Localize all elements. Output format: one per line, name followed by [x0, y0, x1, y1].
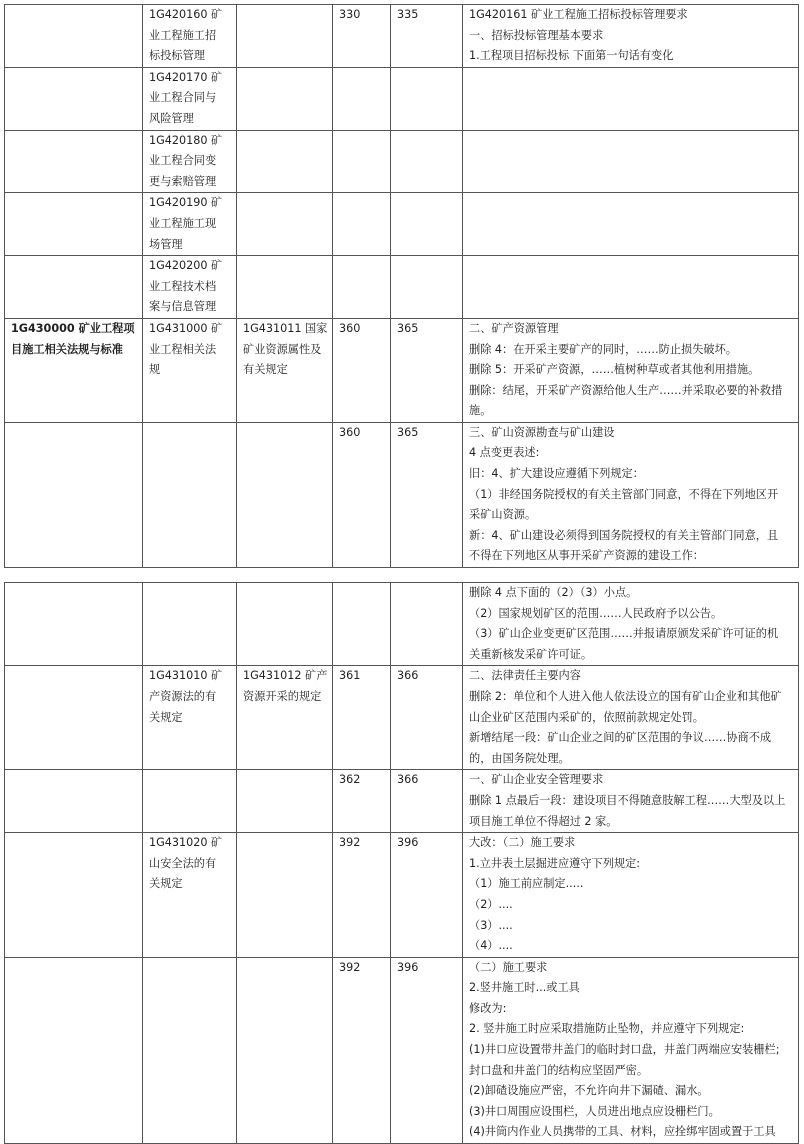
change-content-cell-line: （3）....: [469, 918, 513, 932]
section-cell-line: 山安全法的有: [149, 856, 217, 870]
section-cell-line: 业工程技术档: [149, 279, 217, 293]
chapter-cell: [5, 193, 143, 256]
new-page-cell: [391, 770, 463, 833]
subsection-cell-line: 1G431012 矿产: [243, 669, 328, 683]
section-cell-line: 关规定: [149, 877, 183, 891]
change-content-cell-line: 1G420161 矿业工程施工招标投标管理要求: [469, 8, 688, 21]
new-page-cell: [391, 583, 463, 666]
subsection-cell-line: 资源开采的规定: [243, 689, 322, 703]
change-content-cell-line: 1.工程项目招标投标 下面第一句话有变化: [469, 49, 674, 63]
section-cell: [143, 67, 237, 130]
chapter-cell: [5, 5, 143, 68]
new-page-cell: [391, 130, 463, 193]
change-content-cell-line: 2.竖井施工时...或工具: [469, 981, 580, 995]
old-page-cell-text: 360: [339, 321, 361, 335]
old-page-cell: [333, 957, 391, 1143]
change-content-cell-line: 2. 竖井施工时应采取措施防止坠物，并应遵守下列规定:: [469, 1022, 745, 1036]
section-cell-line: 1G431020 矿: [149, 836, 223, 850]
subsection-cell: [237, 770, 333, 833]
change-content-cell-line: 4 点变更表述:: [469, 446, 540, 460]
section-cell: [143, 666, 237, 770]
change-content-cell-line: 删除 4 点下面的（2）（3）小点。: [469, 586, 638, 599]
table-row: [5, 130, 799, 193]
old-page-cell: [333, 318, 391, 422]
change-content-cell: [463, 67, 799, 130]
change-content-cell-line: 删除：结尾，开采矿产资源给他人生产……并采取必要的补救措: [469, 383, 783, 397]
old-page-cell-text: 392: [339, 960, 361, 974]
change-content-cell-line: (3)井口周围应设围栏，人员进出地点应设栅栏门。: [469, 1104, 720, 1118]
chapter-cell: [5, 318, 143, 422]
new-page-cell-text: 366: [397, 773, 419, 787]
section-cell-line: 标投标管理: [149, 49, 205, 63]
new-page-cell: [391, 422, 463, 567]
change-content-cell: [463, 318, 799, 422]
section-cell-line: 业工程施工现: [149, 216, 217, 230]
change-content-cell: [463, 130, 799, 193]
new-page-cell: [391, 957, 463, 1143]
change-content-cell-line: 删除 2：单位和个人进入他人依法设立的国有矿山企业和其他矿: [469, 689, 782, 703]
subsection-cell: [237, 318, 333, 422]
section-cell: [143, 770, 237, 833]
old-page-cell-text: 361: [339, 669, 361, 683]
change-content-cell-line: 山企业矿区范围内采矿的，依照前款规定处罚。: [469, 710, 704, 724]
new-page-cell-text: 365: [397, 321, 419, 335]
old-page-cell-text: 392: [339, 836, 361, 850]
change-content-cell-line: （4）....: [469, 939, 513, 953]
subsection-cell: [237, 193, 333, 256]
section-cell-line: 业工程相关法: [149, 342, 217, 356]
subsection-cell: [237, 256, 333, 319]
change-content-cell-line: 1.立井表土层掘进应遵守下列规定:: [469, 856, 641, 870]
section-cell-line: 1G420180 矿: [149, 133, 223, 147]
change-content-cell-line: 删除 5：开采矿产资源，……植树种草或者其他利用措施。: [469, 363, 760, 377]
chapter-cell: [5, 422, 143, 567]
new-page-cell: [391, 318, 463, 422]
table-row: [5, 422, 799, 567]
new-page-cell: [391, 67, 463, 130]
change-content-cell-line: 一、矿山企业安全管理要求: [469, 773, 604, 787]
chapter-cell: [5, 67, 143, 130]
change-content-cell-line: 不得在下列地区从事开采矿产资源的建设工作：: [469, 549, 704, 563]
old-page-cell: [333, 67, 391, 130]
change-content-cell-line: （二）施工要求: [469, 960, 548, 974]
change-content-cell: [463, 193, 799, 256]
new-page-cell-text: 366: [397, 669, 419, 683]
chapter-cell-line: 目施工相关法规与标准: [11, 342, 123, 356]
section-cell-line: 1G431010 矿: [149, 669, 223, 683]
change-content-cell-line: 旧：4、扩大建设应遵循下列规定：: [469, 467, 644, 481]
chapter-cell: [5, 770, 143, 833]
table-row: [5, 318, 799, 422]
old-page-cell: [333, 422, 391, 567]
old-page-cell: [333, 256, 391, 319]
change-content-cell-line: (1)井口应设置带井盖门的临时封口盘，井盖门两端应安装栅栏;: [469, 1043, 780, 1057]
table-row: [5, 833, 799, 958]
section-cell-line: 1G420200 矿: [149, 259, 223, 273]
old-page-cell: [333, 770, 391, 833]
subsection-cell: [237, 67, 333, 130]
new-page-cell-text: 396: [397, 960, 419, 974]
section-cell-line: 风险管理: [149, 111, 194, 125]
chapter-cell-line: 1G430000 矿业工程项: [11, 321, 135, 335]
change-content-cell-line: 新：4、矿山建设必须得到国务院授权的有关主管部门同意，且: [469, 528, 779, 542]
old-page-cell: [333, 833, 391, 958]
section-cell: [143, 130, 237, 193]
regulation-table-bottom: [4, 582, 799, 1144]
chapter-cell: [5, 256, 143, 319]
change-content-cell-line: （1）施工前应制定.....: [469, 877, 584, 891]
change-content-cell-line: （1）非经国务院授权的有关主管部门同意，不得在下列地区开: [469, 487, 779, 501]
change-content-cell-line: 关重新核发采矿许可证。: [469, 647, 593, 661]
change-content-cell: [463, 256, 799, 319]
old-page-cell-text: 362: [339, 773, 361, 787]
subsection-cell: [237, 5, 333, 68]
section-cell-line: 1G420170 矿: [149, 70, 223, 84]
section-cell: [143, 583, 237, 666]
subsection-cell-line: 有关规定: [243, 363, 288, 377]
new-page-cell-text: 335: [397, 8, 419, 21]
new-page-cell: [391, 5, 463, 68]
change-content-cell-line: （2）....: [469, 897, 513, 911]
section-cell: [143, 256, 237, 319]
old-page-cell: [333, 5, 391, 68]
old-page-cell-text: 360: [339, 425, 361, 439]
section-cell-line: 1G420160 矿: [149, 8, 223, 21]
section-cell: [143, 833, 237, 958]
section-cell-line: 1G420190 矿: [149, 196, 223, 210]
section-cell: [143, 5, 237, 68]
change-content-cell-line: （2）国家规划矿区的范围……人民政府予以公告。: [469, 606, 723, 620]
change-content-cell: [463, 5, 799, 68]
subsection-cell-line: 1G431011 国家: [243, 321, 328, 335]
subsection-cell: [237, 957, 333, 1143]
chapter-cell: [5, 666, 143, 770]
change-content-cell-line: 采矿山资源。: [469, 508, 537, 522]
table-row: [5, 583, 799, 666]
table-row: [5, 770, 799, 833]
change-content-cell-line: (4)井筒内作业人员携带的工具、材料，应拴绑牢固或置于工具: [469, 1125, 776, 1139]
regulation-table-top: [4, 4, 799, 568]
change-content-cell: [463, 666, 799, 770]
section-cell-line: 案与信息管理: [149, 300, 217, 314]
section-cell: [143, 193, 237, 256]
new-page-cell: [391, 666, 463, 770]
change-content-cell-line: 一、招标投标管理基本要求: [469, 28, 604, 42]
chapter-cell: [5, 957, 143, 1143]
subsection-cell: [237, 583, 333, 666]
table-row: [5, 193, 799, 256]
section-cell-line: 产资源法的有: [149, 689, 217, 703]
section-cell-line: 关规定: [149, 710, 183, 724]
change-content-cell-line: 项目施工单位不得超过 2 家。: [469, 814, 618, 828]
old-page-cell: [333, 130, 391, 193]
change-content-cell-line: 封口盘和井盖门的结构应坚固严密。: [469, 1063, 649, 1077]
change-content-cell-line: 三、矿山资源勘查与矿山建设: [469, 425, 615, 439]
table-row: [5, 5, 799, 68]
change-content-cell-line: 二、矿产资源管理: [469, 321, 559, 335]
change-content-cell: [463, 833, 799, 958]
change-content-cell: [463, 770, 799, 833]
change-content-cell-line: 删除 4：在开采主要矿产的同时，……防止损失破坏。: [469, 342, 737, 356]
change-content-cell: [463, 422, 799, 567]
old-page-cell-text: 330: [339, 8, 361, 21]
section-cell: [143, 318, 237, 422]
change-content-cell-line: 的，由国务院处理。: [469, 751, 570, 765]
chapter-cell: [5, 583, 143, 666]
table-row: [5, 256, 799, 319]
section-cell: [143, 957, 237, 1143]
section-cell-line: 业工程合同与: [149, 91, 217, 105]
section-cell-line: 业工程合同变: [149, 154, 217, 168]
new-page-cell: [391, 193, 463, 256]
change-content-cell: [463, 957, 799, 1143]
change-content-cell-line: 施。: [469, 404, 492, 418]
subsection-cell: [237, 833, 333, 958]
subsection-cell: [237, 422, 333, 567]
table-row: [5, 67, 799, 130]
subsection-cell: [237, 666, 333, 770]
section-cell-line: 1G431000 矿: [149, 321, 223, 335]
change-content-cell-line: (2)卸碴设施应严密，不允许向井下漏碴、漏水。: [469, 1084, 709, 1098]
new-page-cell: [391, 256, 463, 319]
old-page-cell: [333, 193, 391, 256]
new-page-cell: [391, 833, 463, 958]
section-cell-line: 业工程施工招: [149, 28, 217, 42]
new-page-cell-text: 365: [397, 425, 419, 439]
subsection-cell-line: 矿业资源属性及: [243, 342, 322, 356]
section-cell-line: 场管理: [149, 237, 183, 251]
change-content-cell: [463, 583, 799, 666]
change-content-cell-line: 删除 1 点最后一段：建设项目不得随意肢解工程……大型及以上: [469, 793, 786, 807]
change-content-cell-line: 二、法律责任主要内容: [469, 669, 581, 683]
section-cell: [143, 422, 237, 567]
change-content-cell-line: 大改：（二）施工要求: [469, 836, 576, 850]
section-cell-line: 更与索赔管理: [149, 174, 217, 188]
change-content-cell-line: 修改为:: [469, 1001, 507, 1015]
section-cell-line: 规: [149, 363, 161, 377]
chapter-cell: [5, 130, 143, 193]
new-page-cell-text: 396: [397, 836, 419, 850]
chapter-cell: [5, 833, 143, 958]
old-page-cell: [333, 583, 391, 666]
table-row: [5, 957, 799, 1143]
change-content-cell-line: （3）矿山企业变更矿区范围……并报请原颁发采矿许可证的机: [469, 627, 779, 641]
table-row: [5, 666, 799, 770]
change-content-cell-line: 新增结尾一段：矿山企业之间的矿区范围的争议……协商不成: [469, 731, 772, 745]
subsection-cell: [237, 130, 333, 193]
old-page-cell: [333, 666, 391, 770]
